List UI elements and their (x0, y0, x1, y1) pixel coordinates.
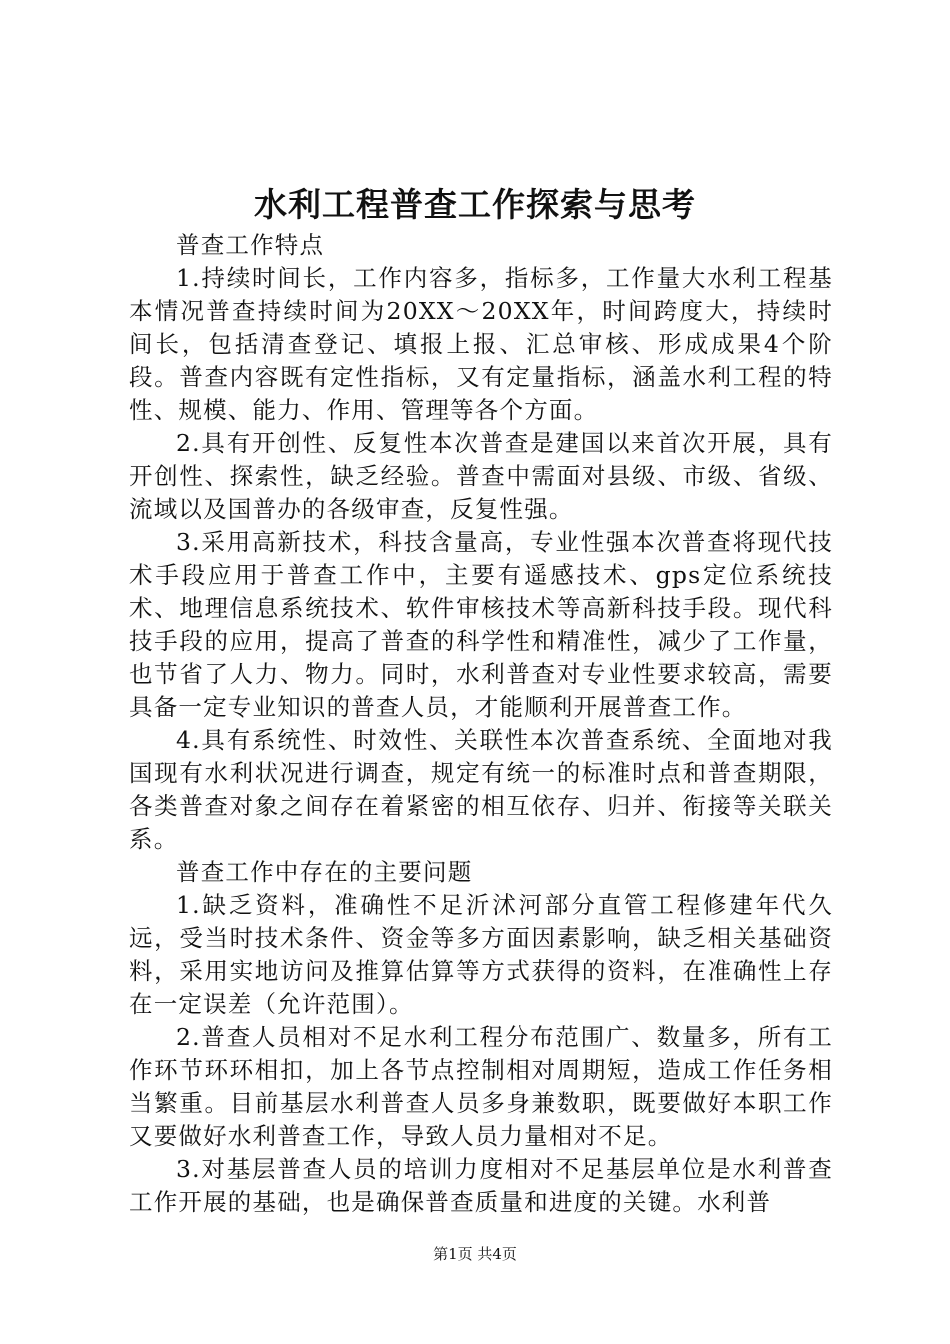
paragraph: 4.具有系统性、时效性、关联性本次普查系统、全面地对我国现有水利状况进行调查，规定有统一的标准时点和普查期限，各类普查对象之间存在着紧密的相互依存、归并、衔接等关联关系。 (129, 726, 833, 853)
paragraph: 3.采用高新技术，科技含量高，专业性强本次普查将现代技术手段应用于普查工作中，主要有遥感技术、gps定位系统技术、地理信息系统技术、软件审核技术等高新科技手段。现代科技手段的应用，提高了普查的科学性和精准性，减少了工作量，也节省了人力、物力。同时，水利普查对专业性要求较高，需要具备一定专业知识的普查人员，才能顺利开展普查工作。 (129, 528, 833, 721)
paragraph: 2.具有开创性、反复性本次普查是建国以来首次开展，具有开创性、探索性，缺乏经验。普查中需面对县级、市级、省级、流域以及国普办的各级审查，反复性强。 (129, 429, 833, 523)
document-title: 水利工程普查工作探索与思考 (254, 185, 696, 224)
section-heading: 普查工作中存在的主要问题 (176, 858, 473, 886)
paragraph: 2.普查人员相对不足水利工程分布范围广、数量多，所有工作环节环环相扣，加上各节点控制相对周期短，造成工作任务相当繁重。目前基层水利普查人员多身兼数职，既要做好本职工作又要做好水利普查工作，导致人员力量相对不足。 (129, 1023, 833, 1150)
page-number-footer: 第1页 共4页 (433, 1245, 517, 1263)
document-body (129, 229, 833, 1219)
section-heading: 普查工作特点 (176, 231, 325, 259)
paragraph: 3.对基层普查人员的培训力度相对不足基层单位是水利普查工作开展的基础，也是确保普查质量和进度的关键。水利普 (129, 1155, 833, 1216)
paragraph: 1.缺乏资料，准确性不足沂沭河部分直管工程修建年代久远，受当时技术条件、资金等多方面因素影响，缺乏相关基础资料，采用实地访问及推算估算等方式获得的资料，在准确性上存在一定误差（允许范围）。 (129, 891, 833, 1018)
paragraph: 1.持续时间长，工作内容多，指标多，工作量大水利工程基本情况普查持续时间为20XX～20XX年，时间跨度大，持续时间长，包括清查登记、填报上报、汇总审核、形成成果4个阶段。普查内容既有定性指标，又有定量指标，涵盖水利工程的特性、规模、能力、作用、管理等各个方面。 (129, 264, 833, 424)
